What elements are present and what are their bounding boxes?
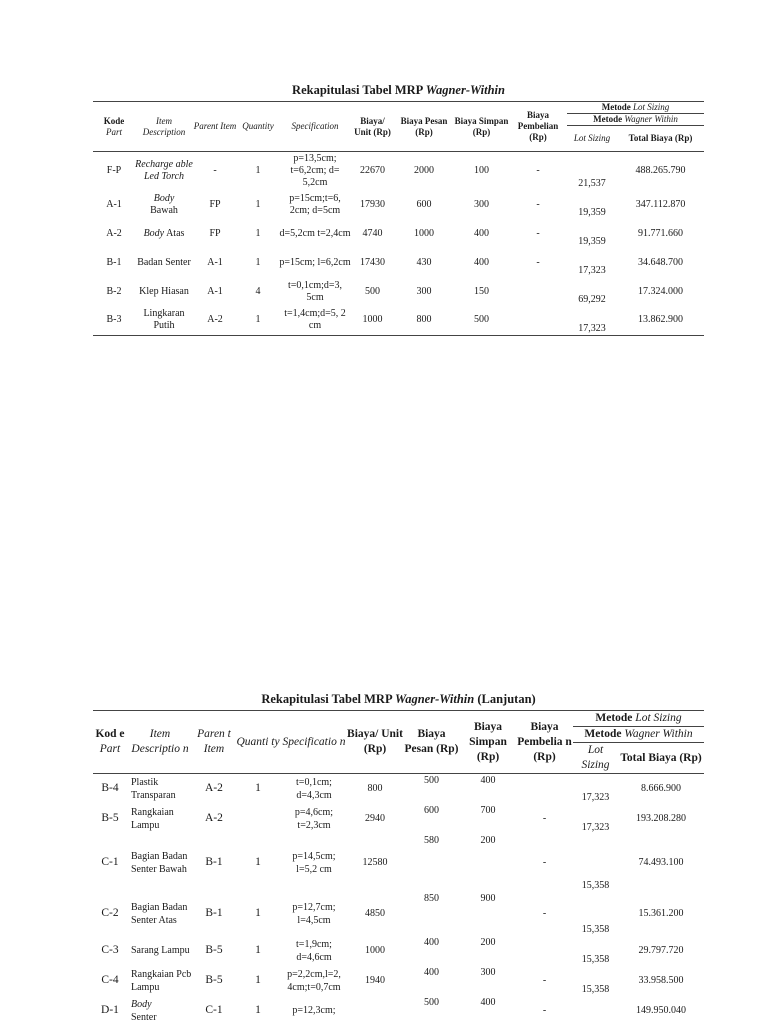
- cell-lot: 17,323: [578, 265, 606, 276]
- cell-pembelian: -: [542, 813, 547, 824]
- cell-pesan: 500: [424, 996, 439, 1008]
- table-row: [93, 804, 704, 834]
- cell-pesan: 400: [424, 936, 439, 948]
- cell-simpan: 500: [454, 306, 509, 335]
- cell-pesan: 2000: [414, 165, 434, 176]
- cell-total: 29.797.720: [638, 945, 684, 956]
- cell-parent: FP: [209, 198, 221, 210]
- cell-spec: p=2,2cm,l=2, 4cm;t=0,7cm: [287, 968, 341, 993]
- cell-spec: p=14,5cm; l=5,2 cm: [292, 850, 336, 875]
- cell-pesan: 600: [416, 198, 432, 210]
- table-row: [93, 892, 704, 936]
- cell-simpan: 400: [474, 227, 489, 239]
- cell-qty: 4: [255, 285, 261, 297]
- cell-qty: 1: [255, 1004, 261, 1016]
- cell-pembelian: [509, 306, 567, 335]
- table-row: [93, 996, 704, 1026]
- cell-pesan: 300: [416, 285, 432, 297]
- cell-spec: t=1,4cm;d=5, 2 cm: [279, 306, 351, 335]
- cell-spec: p=13,5cm; t=6,2cm; d= 5,2cm: [290, 153, 340, 188]
- cell-item: Sarang Lampu: [131, 945, 190, 956]
- header-specification: Specification: [279, 102, 351, 152]
- table-row: [93, 936, 704, 966]
- mrp-table-2: [93, 692, 704, 1026]
- cell-spec: t=0,1cm; d=4,3cm: [296, 776, 332, 801]
- cell-total: 488.265.790: [635, 165, 686, 176]
- header-metode-lot-sizing: Metode Lot Sizing: [595, 712, 682, 724]
- cell-item: Lingkaran Putih: [135, 306, 193, 335]
- cell-item: Body Atas: [143, 227, 185, 239]
- cell-parent: B-1: [205, 907, 223, 919]
- cell-simpan: 100: [474, 165, 489, 176]
- cell-pesan: 850: [424, 892, 439, 904]
- cell-kode: C-4: [101, 974, 119, 986]
- cell-spec: p=15cm;t=6, 2cm; d=5cm: [289, 192, 341, 216]
- cell-item: Rangkaian Pcb Lampu: [131, 968, 192, 993]
- cell-total: 347.112.870: [635, 198, 686, 210]
- cell-spec: t=1,9cm; d=4,6cm: [296, 938, 332, 963]
- cell-lot: 19,359: [578, 236, 606, 247]
- cell-qty: 1: [255, 256, 261, 268]
- cell-pembelian: -: [542, 975, 547, 986]
- header-kode-part: Kode Part: [93, 102, 135, 152]
- header-lot-sizing: Lot Sizing: [567, 126, 617, 152]
- cell-item: Rangkaian Lampu: [131, 806, 174, 831]
- cell-parent: A-2: [205, 782, 223, 795]
- cell-spec: p=12,3cm;: [292, 1005, 336, 1016]
- cell-kode: B-5: [101, 812, 119, 824]
- header-kode-part: Kod e Part: [93, 711, 127, 774]
- cell-qty: 1: [255, 165, 261, 176]
- cell-total: 33.958.500: [638, 975, 684, 986]
- cell-qty: 1: [255, 782, 261, 795]
- cell-kode: C-1: [101, 856, 119, 868]
- cell-total: 193.208.280: [636, 813, 686, 824]
- cell-unit: 12580: [362, 857, 388, 868]
- cell-item: Klep Hiasan: [139, 285, 189, 297]
- header-biaya-pembelian: Biaya Pembelia n (Rp): [516, 711, 573, 774]
- cell-total: 149.950.040: [636, 1005, 686, 1016]
- cell-simpan: 150: [474, 285, 489, 297]
- cell-unit: 1000: [351, 306, 394, 335]
- cell-pesan: 400: [424, 966, 439, 978]
- cell-qty: 1: [255, 907, 261, 919]
- cell-spec: d=5,2cm t=2,4cm: [279, 227, 351, 239]
- cell-item: Badan Senter: [137, 256, 191, 268]
- cell-parent: C-1: [205, 1004, 223, 1016]
- cell-pembelian: -: [542, 857, 547, 868]
- cell-lot: 69,292: [578, 294, 606, 305]
- table-row: [93, 248, 704, 277]
- cell-pesan: 1000: [414, 227, 434, 239]
- cell-pembelian: [509, 277, 567, 306]
- table-row: [93, 306, 704, 335]
- cell-pesan: 600: [424, 804, 439, 816]
- header-biaya-simpan: Biaya Simpan (Rp): [454, 102, 509, 152]
- header-biaya-pesan: Biaya Pesan (Rp): [403, 711, 460, 774]
- cell-lot: 21,537: [578, 178, 606, 189]
- cell-unit: 800: [367, 783, 383, 795]
- cell-total: 13.862.900: [617, 306, 704, 335]
- cell-unit: [347, 996, 403, 1026]
- table-1-title: Rekapitulasi Tabel MRP Wagner-Within: [292, 83, 505, 97]
- cell-unit: 17430: [360, 256, 385, 268]
- cell-pembelian: -: [536, 198, 540, 210]
- cell-lot: 17,323: [581, 821, 610, 833]
- table-row: [93, 219, 704, 248]
- cell-spec: p=15cm; l=6,2cm: [279, 256, 351, 268]
- cell-simpan: 300: [474, 198, 489, 210]
- cell-pesan: 430: [416, 256, 432, 268]
- table-2-grid: [93, 710, 704, 1026]
- table-2-title: Rekapitulasi Tabel MRP Wagner-Within (Lanjutan): [261, 692, 536, 706]
- table-row: [93, 190, 704, 219]
- header-metode-wagner-within: Metode Wagner Within: [567, 114, 704, 126]
- cell-simpan: 200: [480, 834, 496, 846]
- header-metode-wagner-within: Metode Wagner Within: [573, 727, 704, 743]
- cell-lot: 15,358: [581, 923, 610, 935]
- mrp-table-1: [93, 83, 704, 336]
- cell-parent: -: [213, 165, 217, 176]
- cell-total: 15.361.200: [638, 908, 684, 919]
- cell-total: 17.324.000: [638, 285, 683, 297]
- cell-qty: [235, 804, 281, 834]
- table-1-grid: [93, 101, 704, 336]
- cell-parent: A-1: [207, 256, 223, 268]
- cell-qty: 1: [255, 944, 261, 956]
- table-row: [93, 774, 704, 804]
- cell-parent: A-1: [207, 285, 223, 297]
- header-biaya-simpan: Biaya Simpan (Rp): [460, 711, 516, 774]
- cell-lot: 15,358: [581, 879, 610, 891]
- cell-qty: 1: [255, 227, 261, 239]
- header-total-biaya: Total Biaya (Rp): [618, 743, 704, 774]
- cell-simpan: 300: [480, 966, 496, 978]
- cell-pembelian: [516, 774, 573, 804]
- cell-lot: 17,323: [581, 791, 610, 803]
- cell-qty: 1: [255, 856, 261, 868]
- cell-spec: t=0,1cm;d=3, 5cm: [287, 279, 343, 303]
- cell-simpan: 400: [474, 256, 489, 268]
- cell-parent: A-2: [193, 306, 237, 335]
- cell-unit: 4740: [362, 227, 383, 239]
- cell-item: Body Senter: [131, 998, 157, 1023]
- header-total-biaya: Total Biaya (Rp): [617, 126, 704, 152]
- header-quantity: Quantity: [237, 102, 279, 152]
- cell-parent: B-5: [205, 944, 223, 956]
- cell-item: Bagian Badan Senter Atas: [131, 901, 188, 926]
- cell-total: 74.493.100: [638, 857, 684, 868]
- cell-qty: 1: [237, 306, 279, 335]
- cell-pesan: 580: [424, 834, 439, 846]
- cell-simpan: 900: [480, 892, 496, 904]
- cell-kode: A-2: [106, 227, 122, 239]
- table-row: [93, 277, 704, 306]
- header-biaya-pesan: Biaya Pesan (Rp): [394, 102, 454, 152]
- table-row: [93, 966, 704, 996]
- cell-lot: [573, 996, 618, 1026]
- cell-spec: p=12,7cm; l=4,5cm: [292, 901, 336, 926]
- cell-kode: B-2: [106, 285, 122, 297]
- cell-lot: 17,323: [567, 306, 617, 335]
- cell-unit: 1000: [365, 945, 385, 956]
- cell-item: Bagian Badan Senter Bawah: [131, 850, 188, 875]
- cell-qty: 1: [255, 198, 261, 210]
- cell-item: Plastik Transparan: [131, 776, 176, 801]
- header-lot-sizing: Lot Sizing: [573, 743, 618, 774]
- cell-pembelian: -: [542, 908, 547, 919]
- cell-lot: 19,359: [578, 207, 606, 218]
- cell-kode: B-1: [106, 256, 122, 268]
- cell-kode: F-P: [106, 165, 122, 176]
- cell-unit: 1940: [365, 975, 385, 986]
- cell-lot: 15,358: [581, 953, 610, 965]
- cell-kode: C-3: [101, 944, 119, 956]
- cell-kode: B-3: [93, 306, 135, 335]
- header-biaya-pembelian: Biaya Pembelian (Rp): [509, 102, 567, 152]
- cell-kode: A-1: [106, 198, 122, 210]
- cell-unit: 500: [365, 285, 380, 297]
- cell-simpan: 400: [480, 996, 496, 1008]
- cell-kode: D-1: [101, 1004, 119, 1016]
- header-item-description: Item Description: [135, 102, 193, 152]
- header-metode-lot-sizing: Metode Lot Sizing: [601, 102, 670, 112]
- cell-kode: C-2: [101, 907, 119, 919]
- cell-item: Recharge able Led Torch: [135, 159, 193, 182]
- cell-simpan: 400: [480, 775, 496, 786]
- header-parent-item: Parent Item: [193, 102, 237, 152]
- cell-pembelian: -: [542, 1005, 547, 1016]
- cell-pesan: 800: [394, 306, 454, 335]
- header-item-description: Item Descriptio n: [127, 711, 193, 774]
- cell-simpan: 200: [480, 936, 496, 948]
- cell-pembelian: -: [536, 165, 540, 176]
- cell-unit: 4850: [365, 908, 385, 919]
- cell-simpan: 700: [480, 804, 496, 816]
- header-biaya-unit: Biaya/ Unit (Rp): [351, 102, 394, 152]
- header-biaya-unit: Biaya/ Unit (Rp): [347, 711, 403, 774]
- cell-parent: B-5: [205, 974, 223, 986]
- cell-qty: 1: [255, 974, 261, 986]
- cell-parent: FP: [209, 227, 221, 239]
- cell-total: 91.771.660: [638, 227, 683, 239]
- cell-spec: p=4,6cm; t=2,3cm: [294, 806, 334, 831]
- cell-pembelian: [516, 936, 573, 966]
- cell-parent: A-2: [205, 812, 223, 824]
- cell-total: 34.648.700: [638, 256, 683, 268]
- cell-unit: 2940: [365, 813, 385, 824]
- header-parent-item: Paren t Item: [193, 711, 235, 774]
- cell-kode: B-4: [101, 782, 119, 795]
- cell-pembelian: -: [536, 256, 540, 268]
- header-specification: Specificatio n: [281, 711, 347, 774]
- cell-unit: 17930: [360, 198, 385, 210]
- cell-lot: 15,358: [581, 983, 610, 995]
- cell-total: 8.666.900: [641, 783, 681, 795]
- cell-item: Body Bawah: [150, 192, 178, 216]
- cell-unit: 22670: [360, 165, 385, 176]
- table-row: [93, 152, 704, 191]
- table-row: [93, 834, 704, 892]
- header-quantity: Quanti ty: [235, 711, 281, 774]
- cell-pesan: 500: [424, 775, 439, 786]
- cell-pembelian: -: [536, 227, 540, 239]
- cell-parent: B-1: [205, 856, 223, 868]
